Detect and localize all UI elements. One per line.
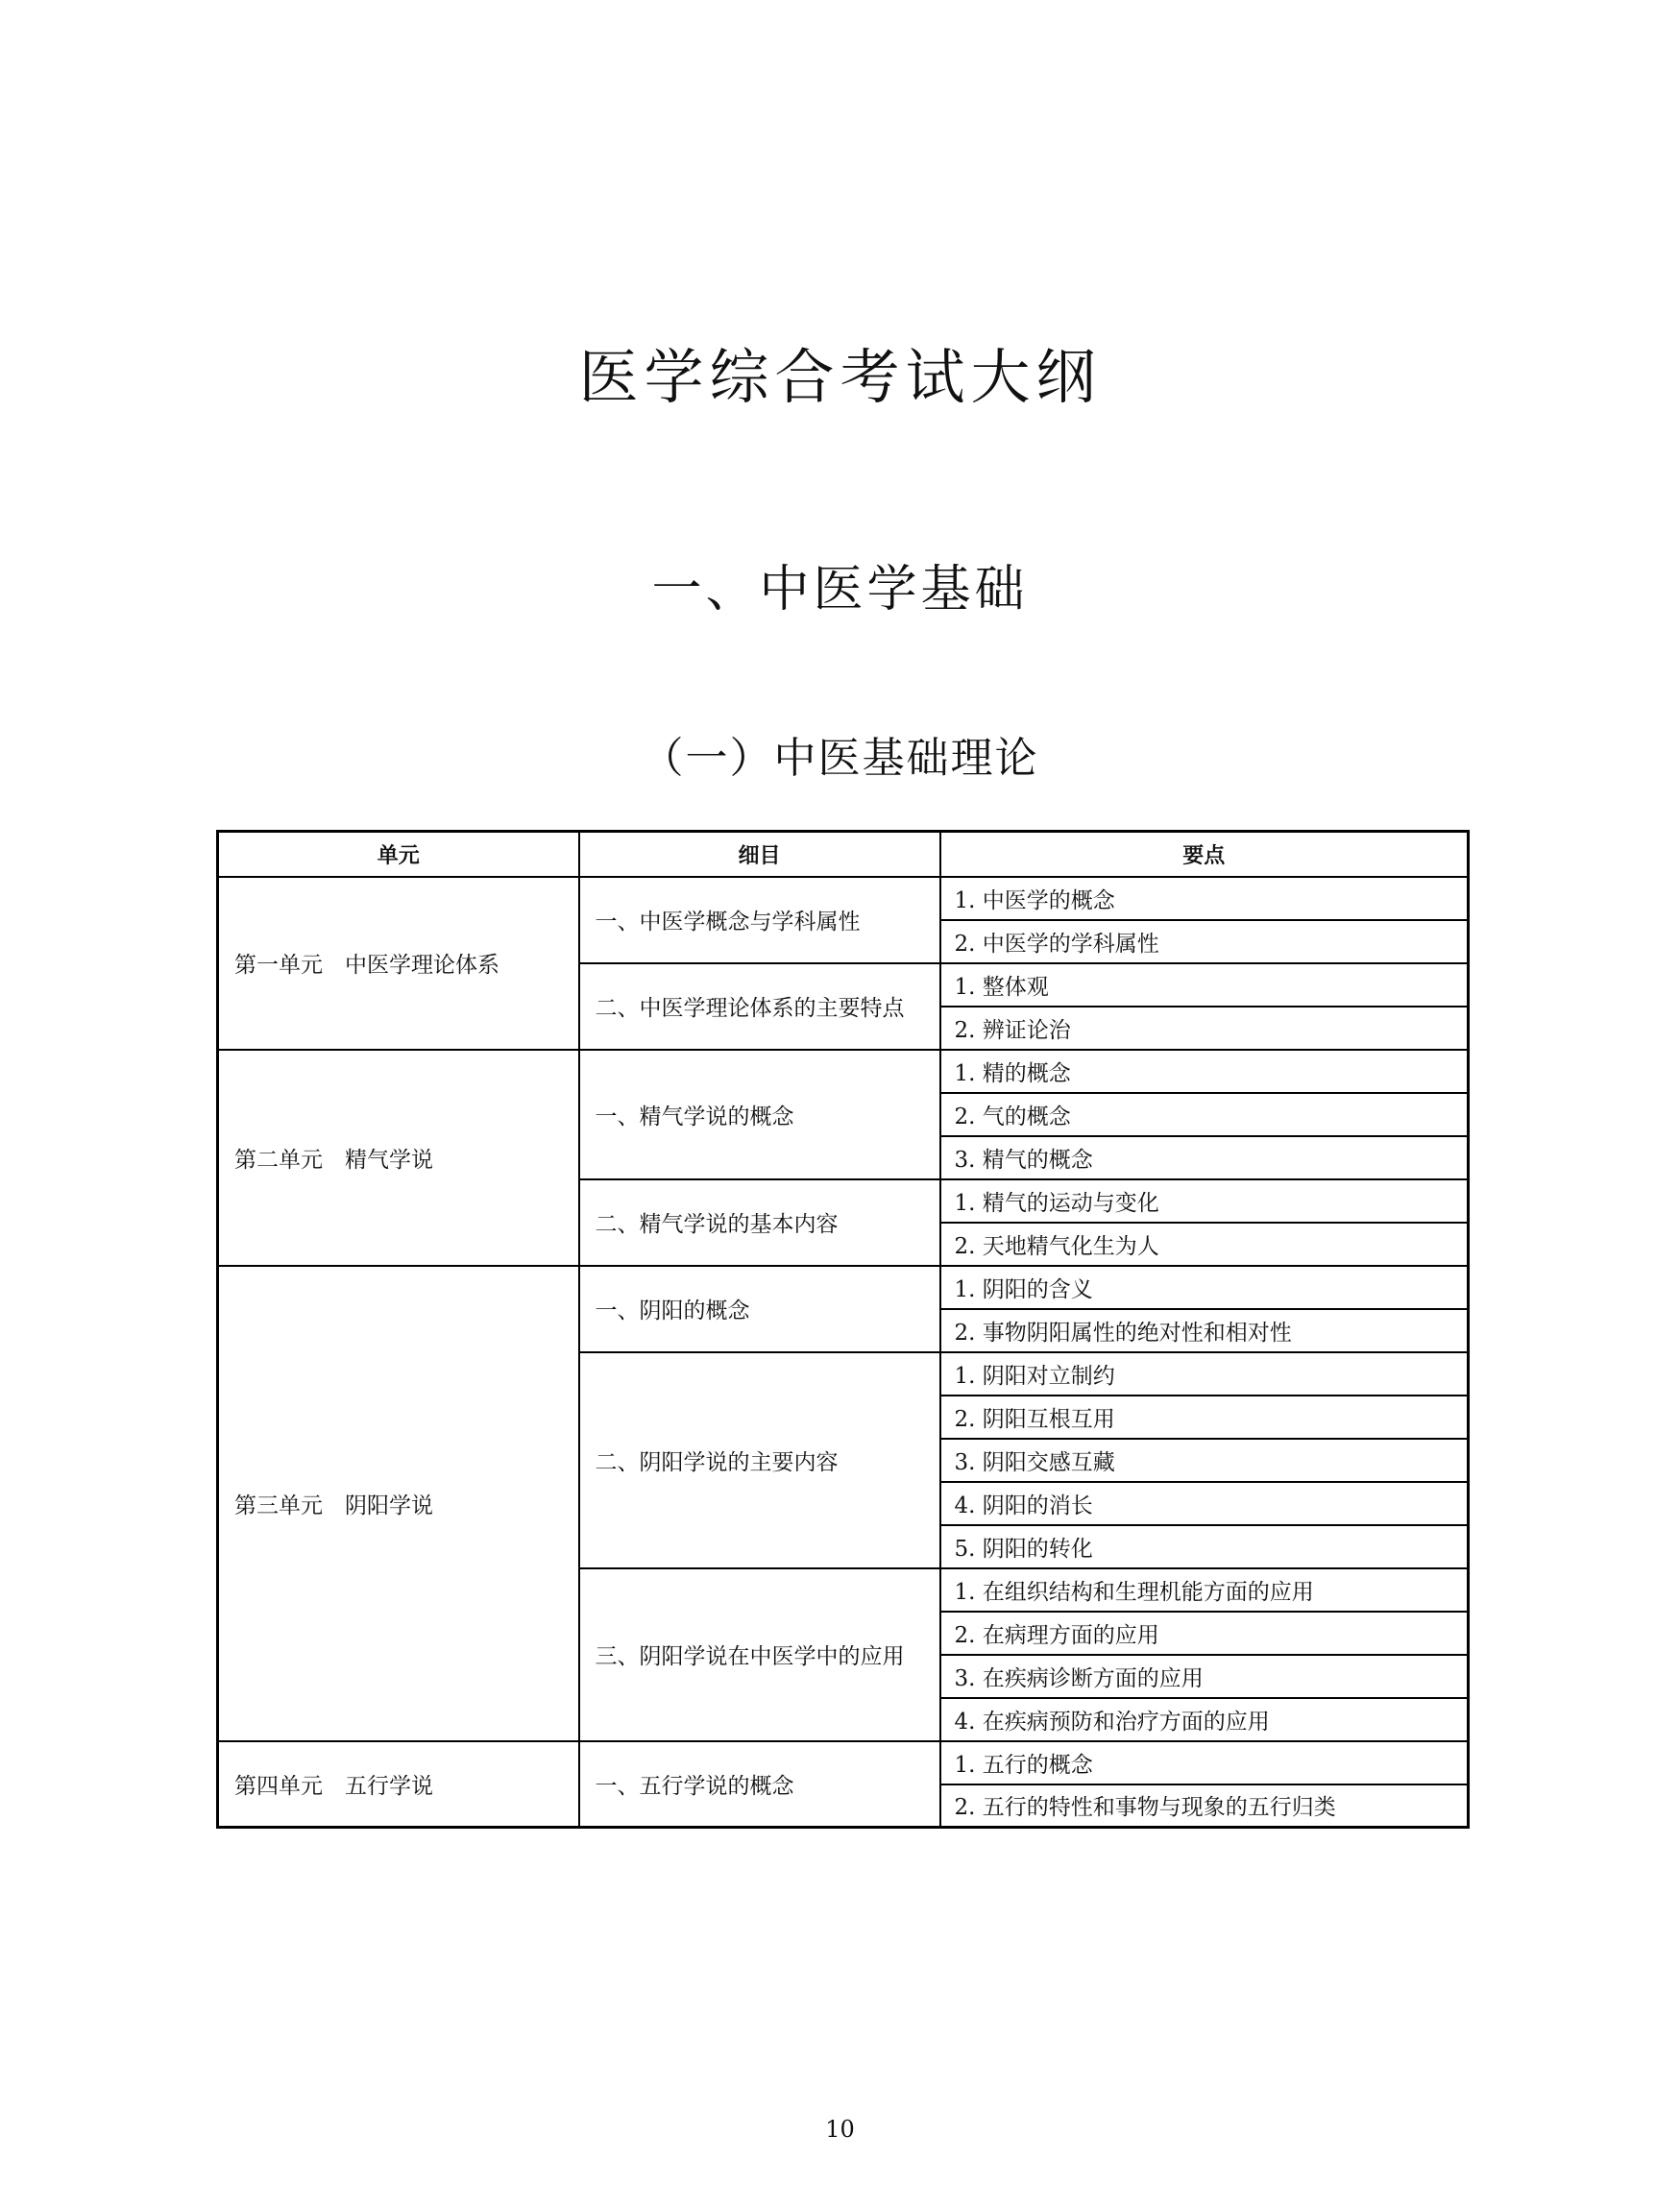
point-cell: 2. 在病理方面的应用	[940, 1612, 1469, 1655]
point-cell: 1. 阴阳的含义	[940, 1266, 1469, 1309]
table-body	[218, 877, 1469, 1828]
document-title: 医学综合考试大纲	[578, 342, 1102, 412]
item-cell: 一、中医学概念与学科属性	[579, 877, 940, 963]
page-number: 10	[825, 2116, 855, 2143]
table-row	[218, 1050, 1469, 1093]
table-header-row	[218, 832, 1469, 877]
unit-cell: 第三单元 阴阳学说	[218, 1266, 579, 1741]
item-cell: 二、精气学说的基本内容	[579, 1179, 940, 1266]
item-cell: 一、五行学说的概念	[579, 1741, 940, 1828]
point-cell: 5. 阴阳的转化	[940, 1525, 1469, 1568]
table-row	[218, 1266, 1469, 1309]
point-cell: 3. 阴阳交感互藏	[940, 1439, 1469, 1482]
point-cell: 2. 阴阳互根互用	[940, 1396, 1469, 1439]
point-cell: 2. 事物阴阳属性的绝对性和相对性	[940, 1309, 1469, 1352]
unit-cell: 第二单元 精气学说	[218, 1050, 579, 1266]
header-point: 要点	[940, 832, 1469, 877]
point-cell: 1. 阴阳对立制约	[940, 1352, 1469, 1396]
point-cell: 3. 在疾病诊断方面的应用	[940, 1655, 1469, 1698]
point-cell: 2. 中医学的学科属性	[940, 920, 1469, 963]
point-cell: 2. 辨证论治	[940, 1007, 1469, 1050]
point-cell: 2. 天地精气化生为人	[940, 1223, 1469, 1266]
section-title: 一、中医学基础	[651, 561, 1029, 619]
table-row	[218, 877, 1469, 920]
point-cell: 1. 精的概念	[940, 1050, 1469, 1093]
table-row	[218, 1741, 1469, 1784]
point-cell: 1. 整体观	[940, 963, 1469, 1007]
item-cell: 二、中医学理论体系的主要特点	[579, 963, 940, 1050]
point-cell: 2. 五行的特性和事物与现象的五行归类	[940, 1784, 1469, 1828]
item-cell: 三、阴阳学说在中医学中的应用	[579, 1568, 940, 1741]
unit-cell: 第四单元 五行学说	[218, 1741, 579, 1828]
unit-cell: 第一单元 中医学理论体系	[218, 877, 579, 1050]
item-cell: 二、阴阳学说的主要内容	[579, 1352, 940, 1568]
syllabus-table	[216, 830, 1470, 1829]
header-unit: 单元	[218, 832, 579, 877]
point-cell: 4. 阴阳的消长	[940, 1482, 1469, 1525]
item-cell: 一、阴阳的概念	[579, 1266, 940, 1352]
point-cell: 3. 精气的概念	[940, 1136, 1469, 1179]
point-cell: 1. 精气的运动与变化	[940, 1179, 1469, 1223]
header-item: 细目	[579, 832, 940, 877]
item-cell: 一、精气学说的概念	[579, 1050, 940, 1179]
point-cell: 1. 在组织结构和生理机能方面的应用	[940, 1568, 1469, 1612]
point-cell: 1. 中医学的概念	[940, 877, 1469, 920]
point-cell: 4. 在疾病预防和治疗方面的应用	[940, 1698, 1469, 1741]
point-cell: 1. 五行的概念	[940, 1741, 1469, 1784]
point-cell: 2. 气的概念	[940, 1093, 1469, 1136]
subsection-title: （一）中医基础理论	[641, 734, 1039, 783]
